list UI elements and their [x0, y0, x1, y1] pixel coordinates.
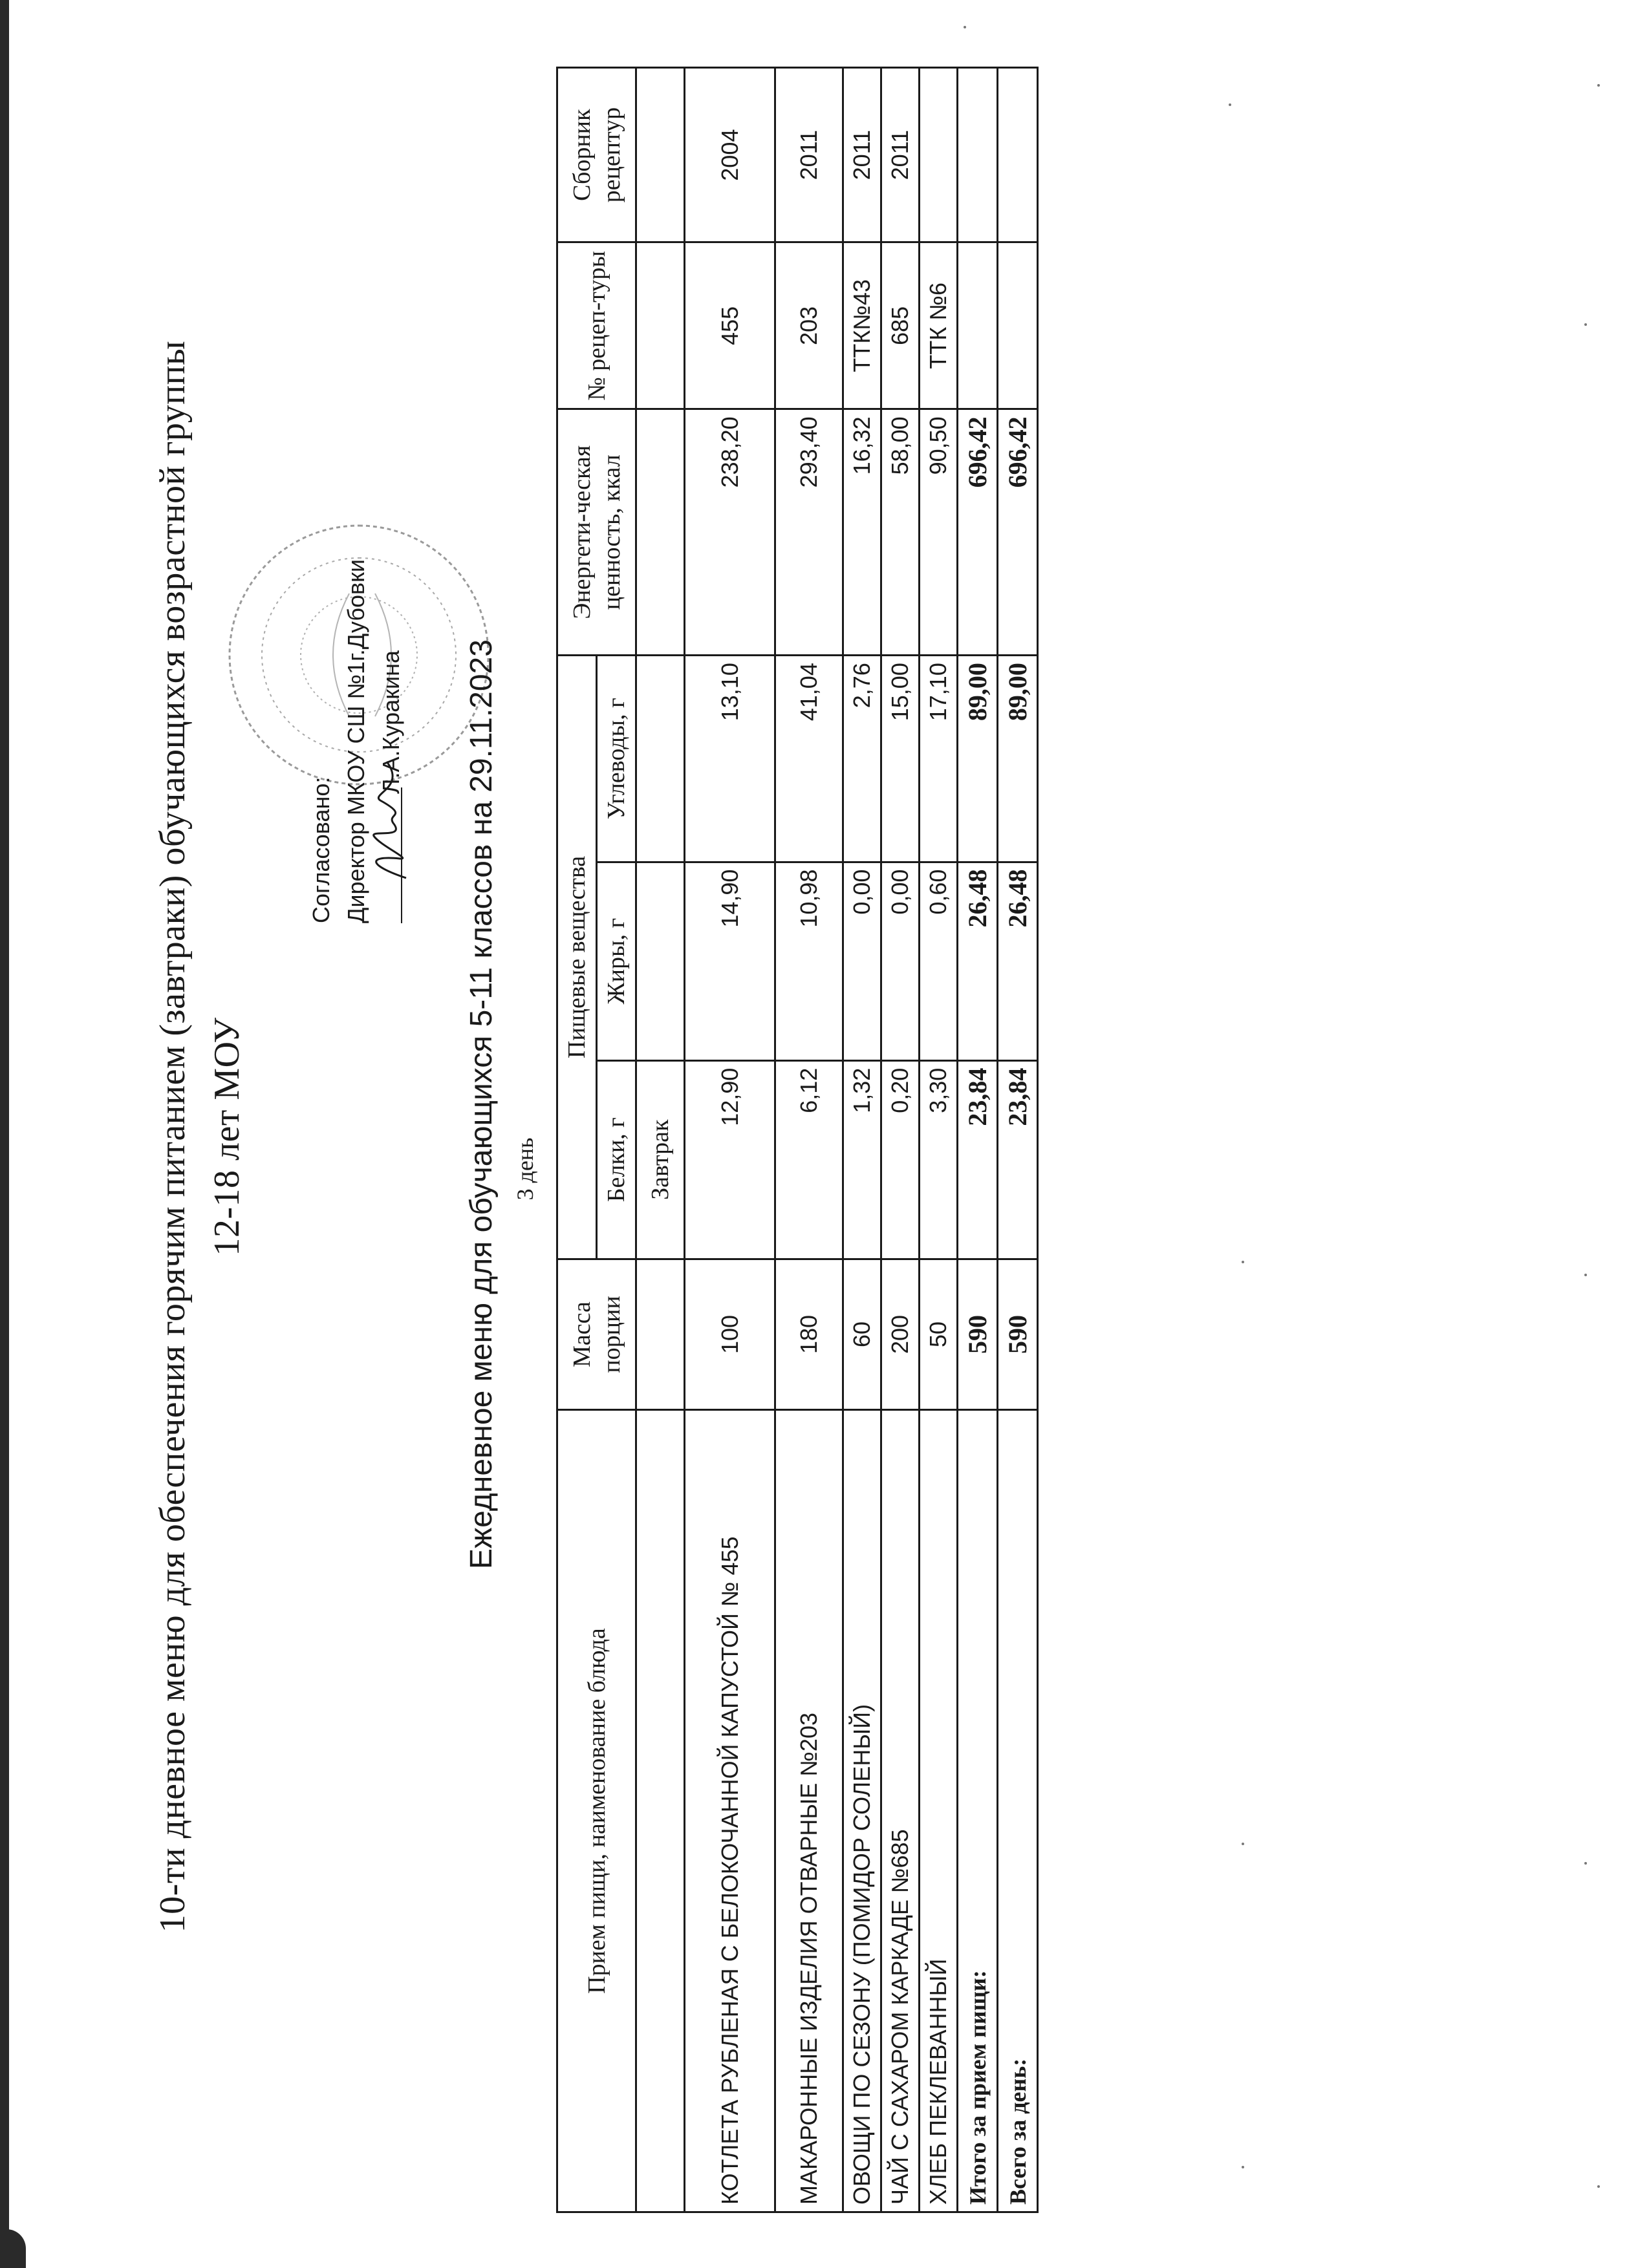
meal-label: Завтрак — [636, 1060, 685, 1259]
day-total-empty — [998, 242, 1038, 409]
meal-cell-empty — [636, 409, 685, 656]
meal-total-empty — [958, 68, 998, 242]
meal-cell-empty — [636, 68, 685, 242]
meal-total-row — [958, 68, 998, 2212]
dish-carbs: 13,10 — [685, 656, 775, 862]
meal-row — [636, 68, 685, 2212]
dish-energy: 293,40 — [775, 409, 843, 656]
menu-table — [556, 67, 1039, 2213]
day-total-mass: 590 — [998, 1259, 1038, 1409]
meal-total-empty — [958, 242, 998, 409]
dish-fats: 0,00 — [881, 862, 920, 1060]
dish-name: ОВОЩИ ПО СЕЗОНУ (ПОМИДОР СОЛЕНЫЙ) — [843, 1410, 881, 2212]
dish-collection: 2011 — [843, 68, 881, 242]
meal-total-label: Итого за прием пищи: — [958, 1410, 998, 2212]
dish-name: МАКАРОННЫЕ ИЗДЕЛИЯ ОТВАРНЫЕ №203 — [775, 1410, 843, 2212]
table-row — [685, 68, 775, 2212]
dish-proteins: 0,20 — [881, 1060, 920, 1259]
dish-recipe: ТТК№43 — [843, 242, 881, 409]
day-total-empty — [998, 68, 1038, 242]
meal-cell-empty — [636, 1259, 685, 1409]
approval-position: Директор МКОУ СШ №1г.Дубовки — [343, 559, 369, 923]
header-nutrients: Пищевые вещества — [557, 656, 597, 1259]
dish-proteins: 6,12 — [775, 1060, 843, 1259]
day-total-label: Всего за день: — [998, 1410, 1038, 2212]
meal-total-proteins: 23,84 — [958, 1060, 998, 1259]
dish-recipe: 685 — [881, 242, 920, 409]
meal-total-mass: 590 — [958, 1259, 998, 1409]
meal-total-carbs: 89,00 — [958, 656, 998, 862]
header-energy: Энергети-ческая ценность, ккал — [557, 409, 636, 656]
dish-energy: 90,50 — [920, 409, 958, 656]
meal-cell-empty — [636, 656, 685, 862]
meal-cell-empty — [636, 862, 685, 1060]
dish-carbs: 17,10 — [920, 656, 958, 862]
table-row — [881, 68, 920, 2212]
dish-fats: 14,90 — [685, 862, 775, 1060]
dish-collection: 2011 — [775, 68, 843, 242]
dish-mass: 180 — [775, 1259, 843, 1409]
dish-mass: 50 — [920, 1259, 958, 1409]
dish-energy: 238,20 — [685, 409, 775, 656]
dish-mass: 60 — [843, 1259, 881, 1409]
dish-energy: 16,32 — [843, 409, 881, 656]
header-row-1 — [557, 68, 597, 2212]
title-line-2: 12-18 лет МОУ — [207, 1017, 247, 1256]
dish-mass: 200 — [881, 1259, 920, 1409]
menu-subtitle: Ежедневное меню для обучающихся 5-11 классов на 29.11.2023 — [464, 639, 499, 1569]
day-label: 3 день — [512, 1137, 538, 1201]
dish-mass: 100 — [685, 1259, 775, 1409]
header-proteins: Белки, г — [597, 1060, 636, 1259]
dish-collection: 2011 — [881, 68, 920, 242]
dish-recipe: 203 — [775, 242, 843, 409]
dish-collection — [920, 68, 958, 242]
dish-name: ЧАЙ С САХАРОМ КАРКАДЕ №685 — [881, 1410, 920, 2212]
dish-collection: 2004 — [685, 68, 775, 242]
dish-fats: 0,00 — [843, 862, 881, 1060]
day-total-energy: 696,42 — [998, 409, 1038, 656]
document-title — [146, 70, 254, 2203]
table-row — [775, 68, 843, 2212]
header-dish: Прием пищи, наименование блюда — [557, 1410, 636, 2212]
header-mass: Масса порции — [557, 1259, 636, 1409]
table-row — [920, 68, 958, 2212]
title-line-1: 10-ти дневное меню для обеспечения горячим питанием (завтраки) обучающихся возрастной группы — [153, 340, 193, 1933]
day-total-carbs: 89,00 — [998, 656, 1038, 862]
approval-label: Согласовано: — [308, 776, 334, 923]
dish-proteins: 1,32 — [843, 1060, 881, 1259]
day-total-row — [998, 68, 1038, 2212]
dish-proteins: 12,90 — [685, 1060, 775, 1259]
dish-carbs: 15,00 — [881, 656, 920, 862]
dish-recipe: 455 — [685, 242, 775, 409]
header-fats: Жиры, г — [597, 862, 636, 1060]
dish-name: ХЛЕБ ПЕКЛЕВАННЫЙ — [920, 1410, 958, 2212]
signature-row — [374, 406, 413, 923]
dish-recipe: ТТК №6 — [920, 242, 958, 409]
approval-block — [304, 406, 413, 923]
meal-total-fats: 26,48 — [958, 862, 998, 1060]
dish-fats: 0,60 — [920, 862, 958, 1060]
table-row — [843, 68, 881, 2212]
dish-name: КОТЛЕТА РУБЛЕНАЯ С БЕЛОКОЧАННОЙ КАПУСТОЙ № 455 — [685, 1410, 775, 2212]
header-collection: Сборник рецептур — [557, 68, 636, 242]
header-recipe-no: № рецеп-туры — [557, 242, 636, 409]
day-total-fats: 26,48 — [998, 862, 1038, 1060]
meal-cell-empty — [636, 1410, 685, 2212]
dish-proteins: 3,30 — [920, 1060, 958, 1259]
dish-carbs: 41,04 — [775, 656, 843, 862]
dish-fats: 10,98 — [775, 862, 843, 1060]
day-total-proteins: 23,84 — [998, 1060, 1038, 1259]
dish-carbs: 2,76 — [843, 656, 881, 862]
dish-energy: 58,00 — [881, 409, 920, 656]
meal-cell-empty — [636, 242, 685, 409]
header-carbs: Углеводы, г — [597, 656, 636, 862]
approval-signer: Л.А.Куракина — [378, 650, 404, 794]
meal-total-energy: 696,42 — [958, 409, 998, 656]
